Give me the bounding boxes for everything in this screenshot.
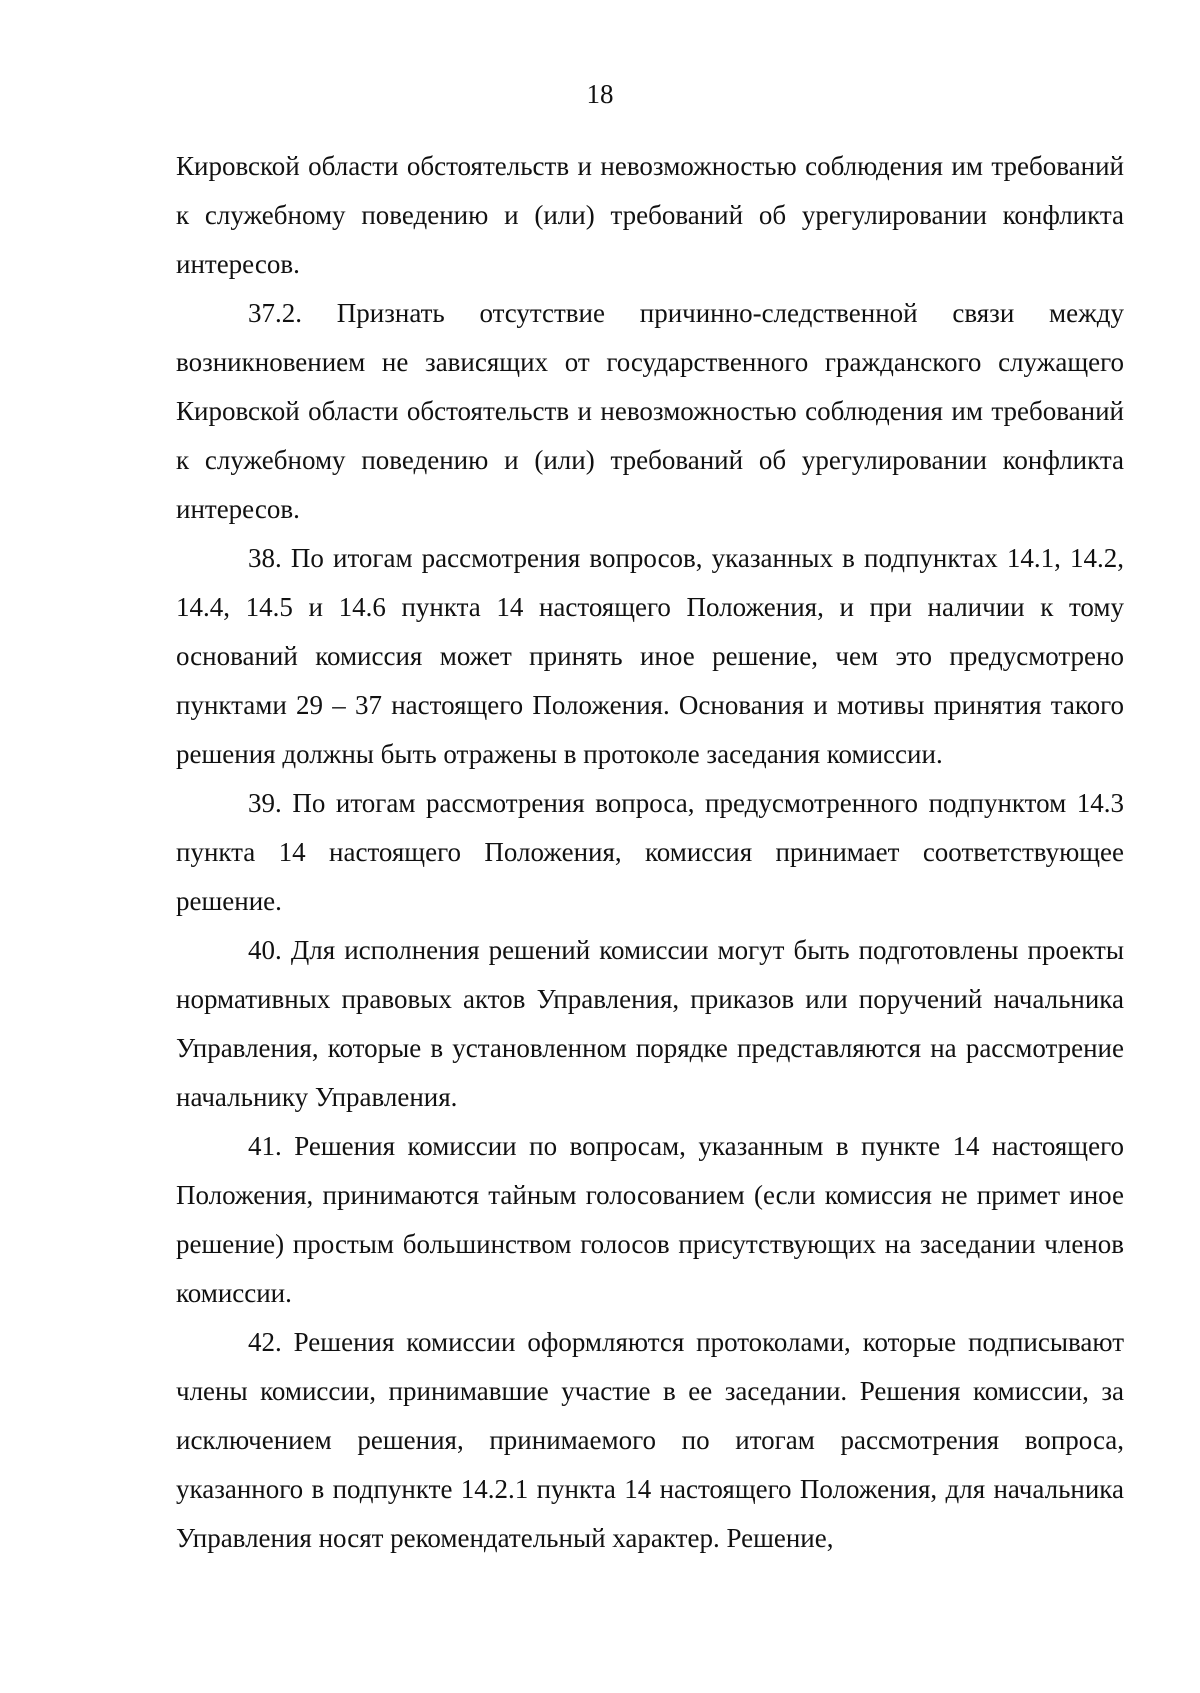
document-body [176, 142, 1124, 1563]
page-number: 18 [586, 79, 614, 109]
paragraph-37-2: 37.2. Признать отсутствие причинно-следственной связи между возникновением не зависящих от государственного гражданского служащего Кировской области обстоятельств и невозможностью соблюдения им требований к служебному поведению и (или) требований об урегулировании конфликта интересов. [176, 298, 1124, 524]
paragraph-continuation: Кировской области обстоятельств и невозможностью соблюдения им требований к служебному поведению и (или) требований об урегулировании конфликта интересов. [176, 151, 1124, 279]
paragraph-41: 41. Решения комиссии по вопросам, указанным в пункте 14 настоящего Положения, принимаются тайным голосованием (если комиссия не примет иное решение) простым большинством голосов присутствующих на заседании членов комиссии. [176, 1131, 1124, 1308]
paragraph-40: 40. Для исполнения решений комиссии могут быть подготовлены проекты нормативных правовых актов Управления, приказов или поручений начальника Управления, которые в установленном порядке представляются на рассмотрение начальнику Управления. [176, 935, 1124, 1112]
paragraph-38: 38. По итогам рассмотрения вопросов, указанных в подпунктах 14.1, 14.2, 14.4, 14.5 и 14.6 пункта 14 настоящего Положения, и при наличии к тому оснований комиссия может принять иное решение, чем это предусмотрено пунктами 29 – 37 настоящего Положения. Основания и мотивы принятия такого решения должны быть отражены в протоколе заседания комиссии. [176, 543, 1124, 769]
paragraph-42: 42. Решения комиссии оформляются протоколами, которые подписывают члены комиссии, принимавшие участие в ее заседании. Решения комиссии, за исключением решения, принимаемого по итогам рассмотрения вопроса, указанного в подпункте 14.2.1 пункта 14 настоящего Положения, для начальника Управления носят рекомендательный характер. Решение, [176, 1327, 1124, 1553]
paragraph-39: 39. По итогам рассмотрения вопроса, предусмотренного подпунктом 14.3 пункта 14 настоящего Положения, комиссия принимает соответствующее решение. [176, 788, 1124, 916]
